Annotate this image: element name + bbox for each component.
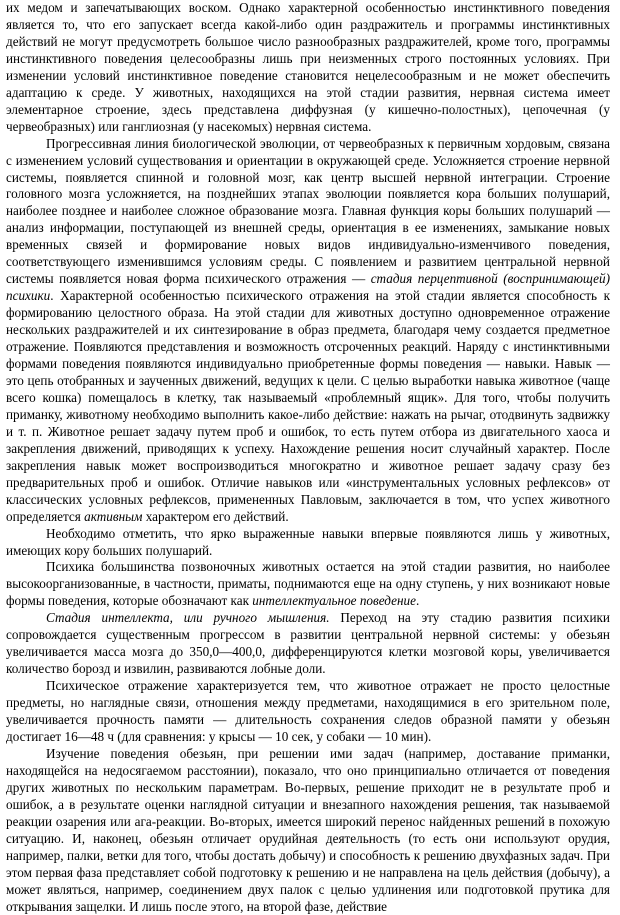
paragraph-4-italic-term: интеллектуальное поведение [252,593,416,609]
paragraph-1-text: их медом и запечатывающих воском. Однако характерной особенностью инстинктивного поведения является то, что его запускает всегда какой-либо один раздражитель и программы инстинктивных действий не могут предусмотреть большое число разнообразных раздражителей, кроме того, программы инстинктивного поведения целесообразны лишь при неизменных строго постоянных условиях. При изменении условий инстинктивное поведение становится нецелесообразным и не может обеспечить адаптацию к среде. У животных, находящихся на этой стадии развития, нервная система имеет элементарное строение, здесь представлена диффузная (у кишечно-полостных), цепочечная (у червеобразных) или ганглиозная (у насекомых) нервная система. [6,0,610,134]
paragraph-4-text-a: Психика большинства позвоночных животных остается на этой стадии развития, но наиболее высокоорганизованные, в частности, приматы, поднимаются еще на одну ступень, у них возникают новые формы поведения, которые обозначают как [6,559,610,609]
paragraph-2-text-c: характером его действий. [142,508,289,524]
paragraph-2-italic-word: активным [84,508,143,524]
paragraph-5-text: Переход на эту стадию развития психики сопровождается существенным прогрессом в развитии центральной нервной системы: у обезьян увеличивается масса мозга до 350,0—400,0, дифференцируются клетки мозговой коры, увеличивается количество борозд и извилин, развиваются лобные доли. [6,610,610,677]
paragraph-4 [6,559,610,610]
paragraph-1 [6,0,610,136]
paragraph-2-italic-term: стадия перцептивной (воспринимающей) психики [6,271,610,304]
paragraph-2-text-a: Прогрессивная линия биологической эволюции, от червеобразных к первичным хордовым, связана с изменением условий существования и ориентации в окружающей среде. Усложняется строение нервной системы, появляется спинной и головной мозг, как центр высшей нервной интеграции. Строение головного мозга усложняется, на позднейших этапах эволюции появляется кора больших полушарий, наиболее позднее и наиболее сложное образование мозга. Главная функция коры больших полушарий — анализ информации, поступающей из внешней среды, ориентация в ее изменениях, замыкание новых временных связей и формирование новых видов индивидуально-изменчивого поведения, соответствующего изменившимся условиям среды. С появлением и развитием центральной нервной системы появляется новая форма психического отражения — [6,135,610,287]
paragraph-5-italic-heading: Стадия интеллекта, или ручного мышления. [46,610,330,626]
paragraph-2-text-b: . Характерной особенностью психического отражения на этой стадии является способность к формированию целостного образа. На этой стадии для животных доступно одновременное отражение нескольких раздражителей и их синтезирование в образ предмета, благодаря чему создается предметное отражение. Появляются представления и возможность отсроченных реакций. Наряду с инстинктивными формами поведения появляются индивидуально приобретенные формы поведения — навыки. Навык — это цепь отобранных и заученных движений, ведущих к цели. С целью выработки навыка животное (чаще всего кошка) помещалось в клетку, так называемый «проблемный ящик». Для того, чтобы получить приманку, животному необходимо выполнить какое-либо действие: нажать на рычаг, отодвинуть задвижку и т. п. Животное решает задачу путем проб и ошибок, то есть путем отбора из двигательного хаоса и закрепления движений, приводящих к успеху. Нахождение решения носит случайный характер. После закрепления навык может воспроизводиться многократно и животное решает задачу сразу без предварительных проб и ошибок. Отличие навыков или «инструментальных условных рефлексов» от классических условных рефлексов, примененных Павловым, заключается в том, что успех животного определяется [6,288,610,524]
paragraph-3 [6,526,610,560]
paragraph-2 [6,136,610,526]
paragraph-6-text: Психическое отражение характеризуется тем, что животное отражает не просто целостные предметы, но наглядные связи, отношения между предметами, находящимися в его зрительном поле, увеличивается прочность памяти — длительность сохранения следов образной памяти у обезьян достигает 16—48 ч (для сравнения: у крысы — 10 сек, у собаки — 10 мин). [6,678,610,744]
paragraph-5 [6,610,610,678]
paragraph-3-text: Необходимо отметить, что ярко выраженные навыки впервые появляются лишь у животных, имеющих кору больших полушарий. [6,525,610,558]
paragraph-7-text: Изучение поведения обезьян, при решении ими задач (например, доставание приманки, находящейся на недосягаемом расстоянии), показало, что оно принципиально отличается от поведения других животных по нескольким параметрам. Во-первых, решение приходит не в результате проб и ошибок, а в результате оценки наглядной ситуации и внезапного нахождения решения, так называемой реакции озарения или ага-реакции. Во-вторых, имеется широкий перенос найденных решений в похожую ситуацию. И, наконец, обезьян отличает орудийная деятельность (то есть они используют орудия, например, палки, ветки для того, чтобы достать добычу) и способность к решению двухфазных задач. При этом первая фаза представляет собой подготовку к решению и не направлена на цель действия (добычу), а может являться, например, соединением двух палок с целью удлинения или подготовкой прутика для открывания защелки. И лишь после этого, на второй фазе, действие [6,745,610,914]
paragraph-4-text-b: . [415,593,420,609]
paragraph-6 [6,678,610,746]
paragraph-7 [6,746,610,915]
